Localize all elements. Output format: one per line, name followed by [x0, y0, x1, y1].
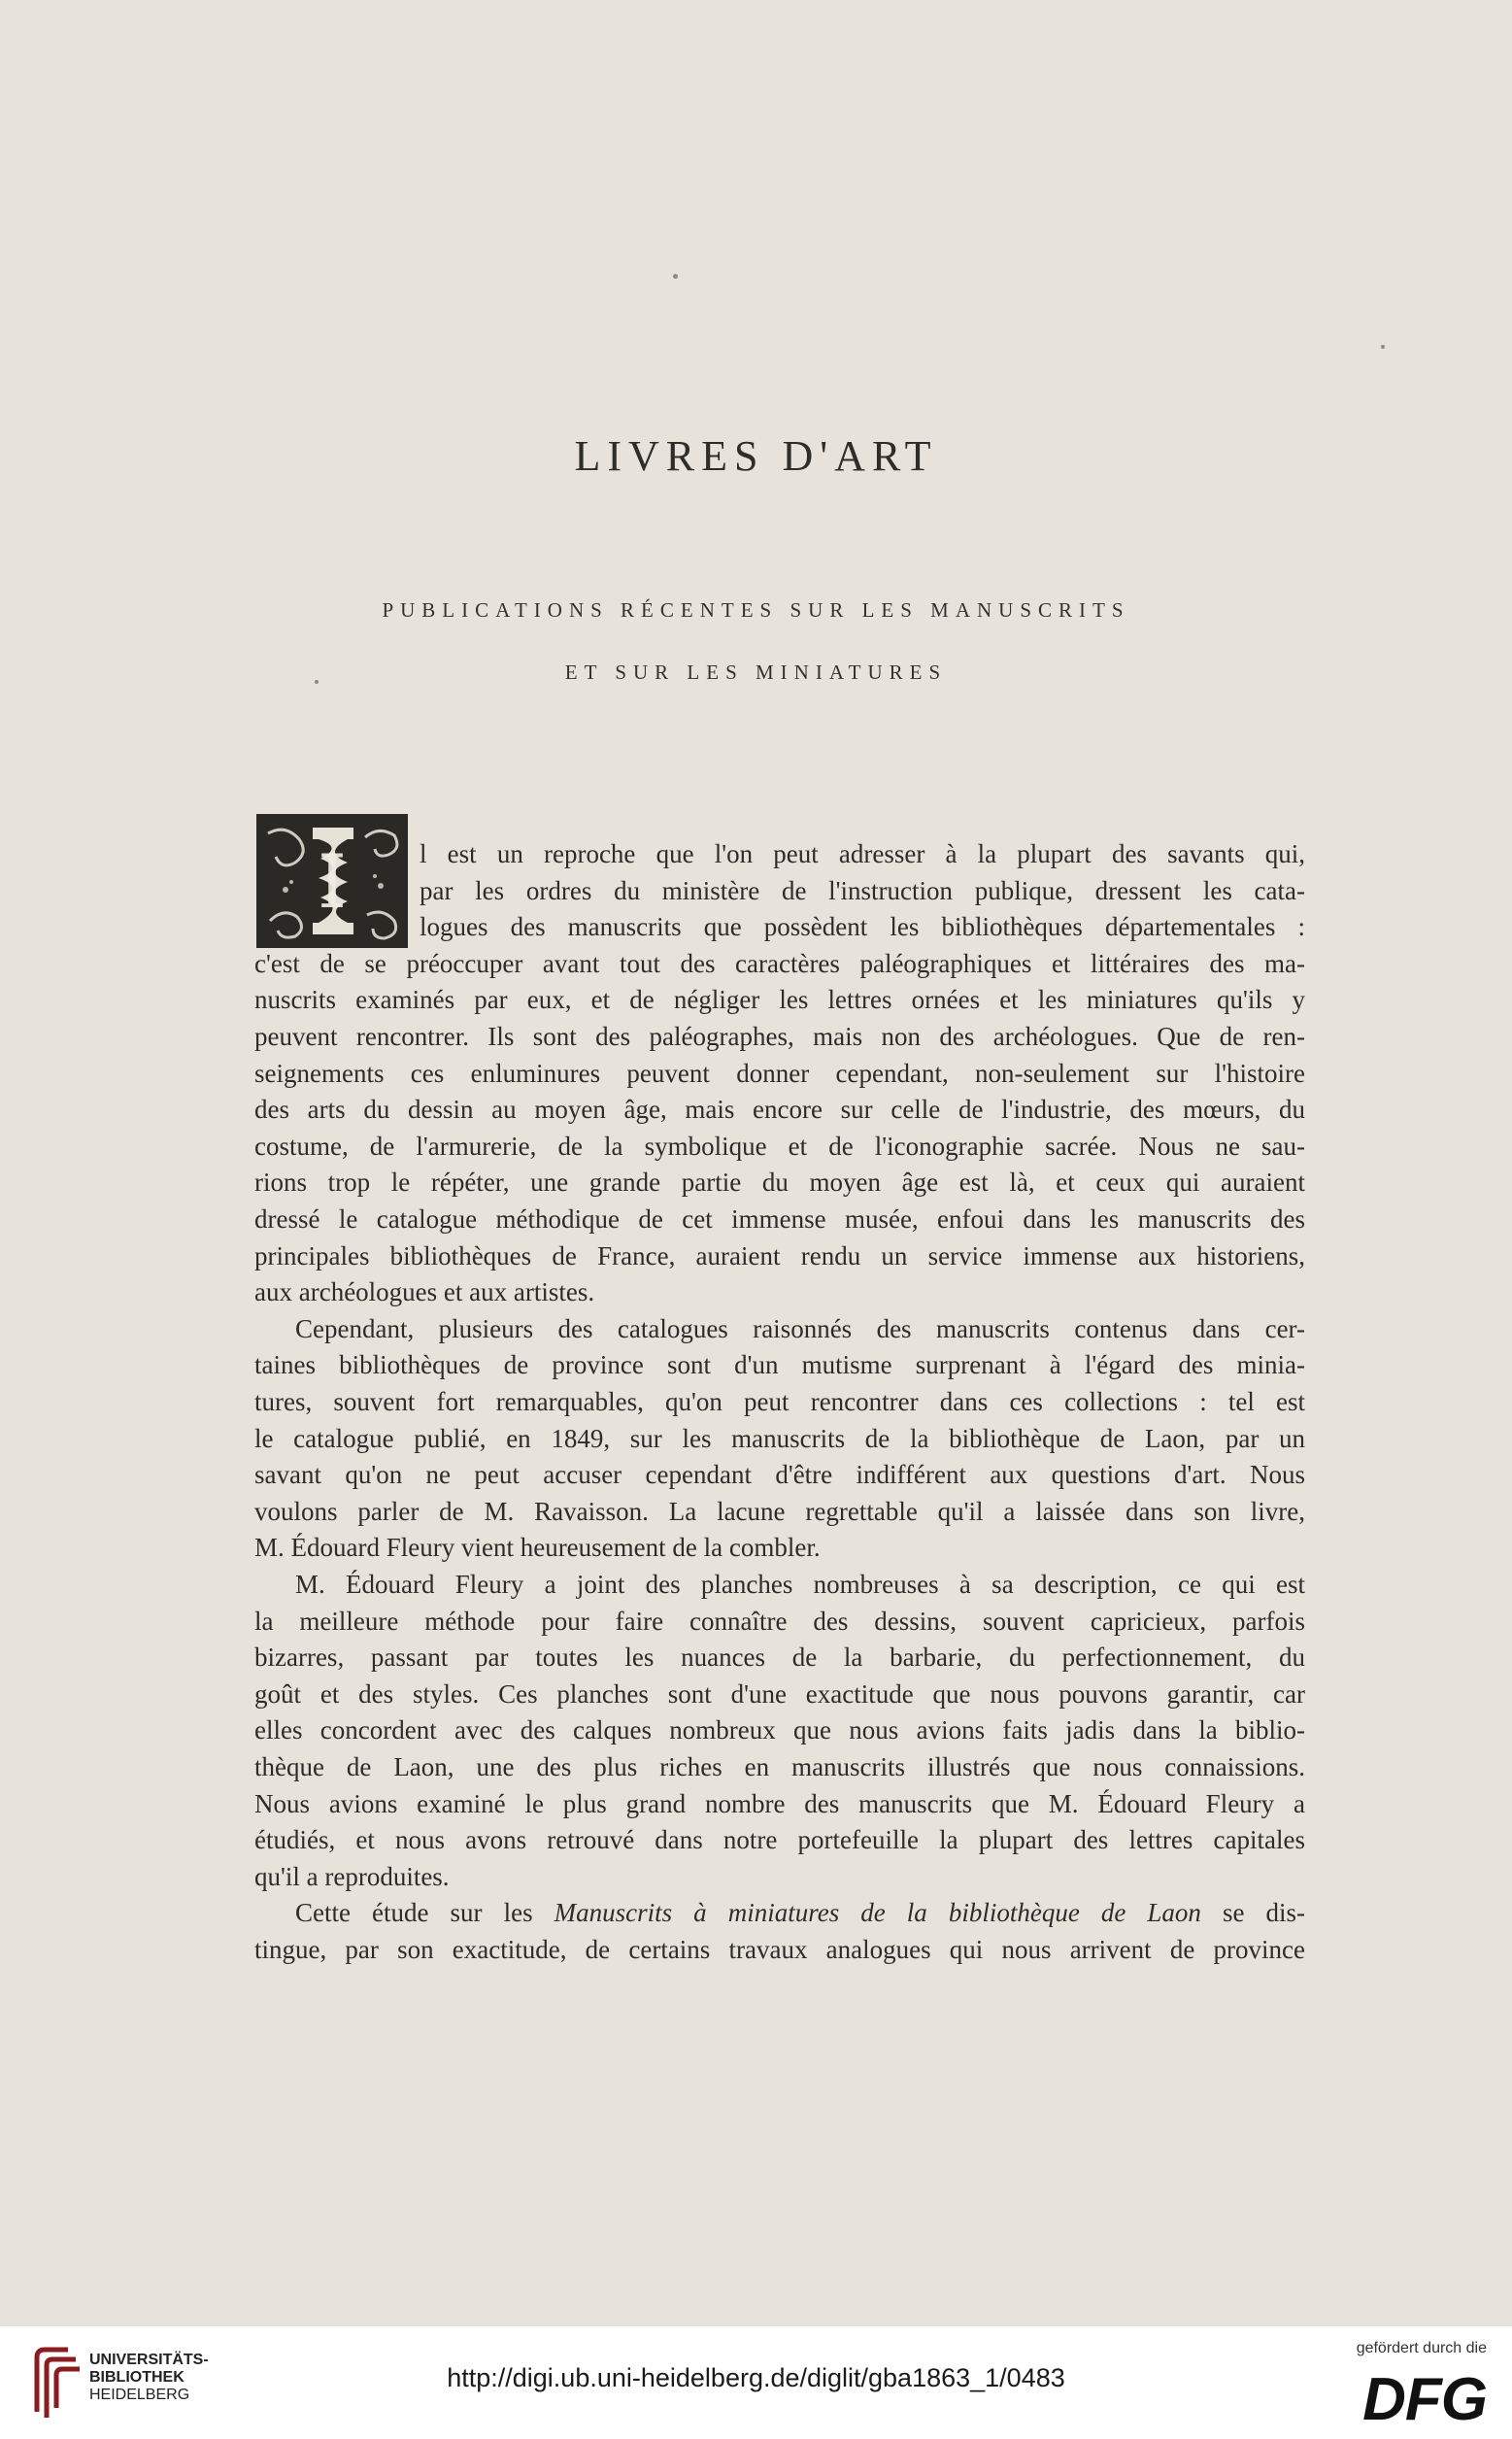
library-name-line-3: HEIDELBERG: [89, 2387, 190, 2403]
dfg-logo: DFG: [1362, 2366, 1487, 2433]
article-subtitle-line-2: ET SUR LES MINIATURES: [564, 661, 948, 684]
text-line: la meilleure méthode pour faire connaître des dessins, souvent capricieux, parfois: [254, 1606, 1305, 1636]
text-line: elles concordent avec des calques nombreux que nous avions faits jadis dans la biblio-: [254, 1715, 1305, 1745]
text-line: taines bibliothèques de province sont d'un mutisme surprenant à l'égard des minia-: [254, 1350, 1305, 1380]
decorated-letter-icon: [256, 814, 408, 948]
text-line: des arts du dessin au moyen âge, mais encore sur celle de l'industrie, des mœurs, du: [254, 1095, 1305, 1125]
text-line: c'est de se préoccuper avant tout des caractères paléographiques et littéraires des ma-: [254, 948, 1305, 978]
article-subtitle-line-1: PUBLICATIONS RÉCENTES SUR LES MANUSCRITS: [382, 598, 1130, 622]
paper-speck: [1381, 345, 1385, 349]
text-line: l est un reproche que l'on peut adresser à la plupart des savants qui,: [420, 839, 1305, 868]
library-name-line-1: UNIVERSITÄTS-: [89, 2352, 209, 2368]
text-line: goût et des styles. Ces planches sont d'une exactitude que nous pouvons garantir, car: [254, 1678, 1305, 1709]
drop-cap-letter: I: [317, 838, 348, 925]
article-title: LIVRES D'ART: [574, 432, 938, 480]
funding-note: gefördert durch die: [1356, 2340, 1487, 2356]
text-line: tingue, par son exactitude, de certains travaux analogues qui nous arrivent de province: [254, 1935, 1305, 1964]
text-line: rions trop le répéter, une grande partie du moyen âge est là, et ceux qui auraient: [254, 1168, 1305, 1198]
text-line: par les ordres du ministère de l'instruction publique, dressent les cata-: [420, 875, 1305, 905]
text-line: seignements ces enluminures peuvent donner cependant, non-seulement sur l'histoire: [254, 1058, 1305, 1088]
book-title-italic: Manuscrits à miniatures de la bibliothèque de Laon: [554, 1898, 1201, 1928]
text-line: Cependant, plusieurs des catalogues raisonnés des manuscrits contenus dans cer-: [295, 1313, 1305, 1343]
text-line: savant qu'on ne peut accuser cependant d'être indifférent aux questions d'art. Nous: [254, 1460, 1305, 1490]
text-line: bizarres, passant par toutes les nuances de la barbarie, du perfectionnement, du: [254, 1643, 1305, 1673]
text-span: se dis-: [1200, 1898, 1305, 1928]
text-line: qu'il a reproduites.: [254, 1861, 450, 1891]
text-line: M. Édouard Fleury vient heureusement de la combler.: [254, 1533, 821, 1563]
text-line: thèque de Laon, une des plus riches en manuscrits illustrés que nous connaissions.: [254, 1752, 1305, 1781]
text-line: aux archéologues et aux artistes.: [254, 1277, 595, 1307]
text-line: dressé le catalogue méthodique de cet immense musée, enfoui dans les manuscrits des: [254, 1204, 1305, 1234]
library-name-line-2: BIBLIOTHEK: [89, 2369, 185, 2386]
text-line: peuvent rencontrer. Ils sont des paléographes, mais non des archéologues. Que de ren-: [254, 1022, 1305, 1051]
ornamental-initial: [256, 814, 408, 948]
text-line: voulons parler de M. Ravaisson. La lacune regrettable qu'il a laissée dans son livre,: [254, 1496, 1305, 1526]
text-line: principales bibliothèques de France, auraient rendu un service immense aux historiens,: [254, 1240, 1305, 1270]
text-line: tures, souvent fort remarquables, qu'on peut rencontrer dans ces collections : tel est: [254, 1387, 1305, 1416]
permalink-url[interactable]: http://digi.ub.uni-heidelberg.de/diglit/gba1863_1/0483: [447, 2363, 1065, 2392]
text-line: M. Édouard Fleury a joint des planches nombreuses à sa description, ce qui est: [295, 1570, 1305, 1599]
text-line: logues des manuscrits que possèdent les bibliothèques départementales :: [420, 912, 1305, 942]
text-line: Nous avions examiné le plus grand nombre des manuscrits que M. Édouard Fleury a: [254, 1788, 1305, 1818]
text-line: nuscrits examinés par eux, et de négliger les lettres ornées et les miniatures qu'ils y: [254, 985, 1305, 1015]
text-line: étudiés, et nous avons retrouvé dans notre portefeuille la plupart des lettres capitales: [254, 1825, 1305, 1855]
text-span: Cette étude sur les: [295, 1898, 554, 1928]
text-line: [295, 1896, 1305, 1929]
paper-speck: [673, 274, 678, 279]
digitization-footer: [0, 2326, 1512, 2439]
text-line: costume, de l'armurerie, de la symbolique et de l'iconographie sacrée. Nous ne sau-: [254, 1131, 1305, 1161]
text-line: le catalogue publié, en 1849, sur les manuscrits de la bibliothèque de Laon, par un: [254, 1423, 1305, 1453]
